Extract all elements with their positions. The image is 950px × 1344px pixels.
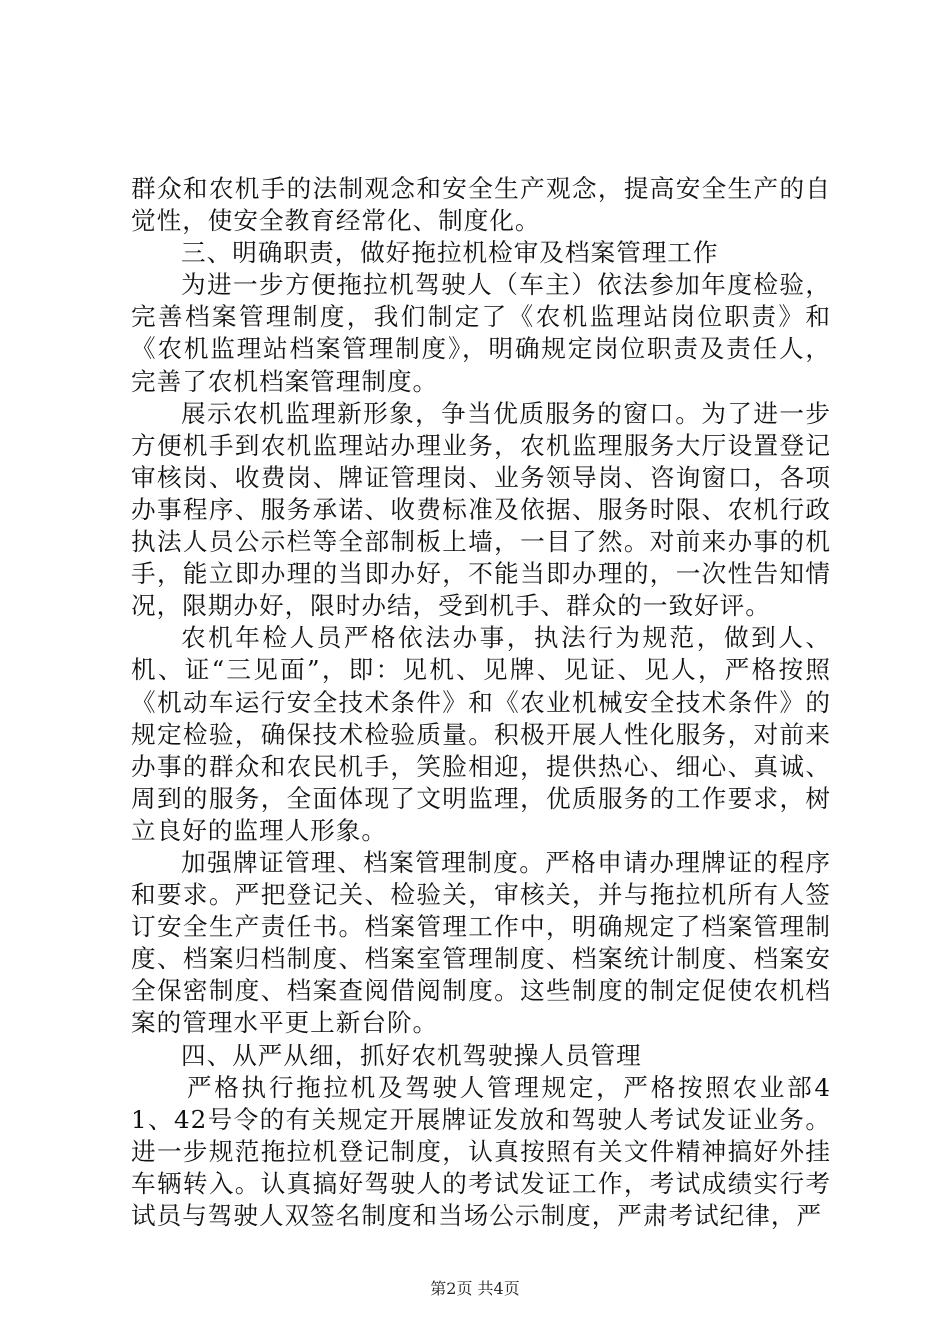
paragraph: 严格执行拖拉机及驾驶人管理规定，严格按照农业部41、42号令的有关规定开展牌证发放和驾驶人考试发证业务。进一步规范拖拉机登记制度，认真按照有关文件精神搞好外挂车辆转入。认真搞好驾驶人的考试发证工作，考试成绩实行考试员与驾驶人双签名制度和当场公示制度，严肃考试纪律，严 [131,1072,831,1230]
paragraph-continued: 群众和农机手的法制观念和安全生产观念，提高安全生产的自觉性，使安全教育经常化、制度化。 [131,174,831,236]
paragraph: 为进一步方便拖拉机驾驶人（车主）依法参加年度检验，完善档案管理制度，我们制定了《农机监理站岗位职责》和《农机监理站档案管理制度》，明确规定岗位职责及责任人，完善了农机档案管理制度。 [131,270,831,396]
page-number-footer: 第2页 共4页 [430,1279,520,1298]
paragraph: 加强牌证管理、档案管理制度。严格申请办理牌证的程序和要求。严把登记关、检验关，审核关，并与拖拉机所有人签订安全生产责任书。档案管理工作中，明确规定了档案管理制度、档案归档制度、档案室管理制度、档案统计制度、档案安全保密制度、档案查阅借阅制度。这些制度的制定促使农机档案的管理水平更上新台阶。 [131,847,831,1038]
paragraph: 农机年检人员严格依法办事，执法行为规范，做到人、机、证“三见面”，即：见机、见牌、见证、见人，严格按照《机动车运行安全技术条件》和《农业机械安全技术条件》的规定检验，确保技术检验质量。积极开展人性化服务，对前来办事的群众和农民机手，笑脸相迎，提供热心、细心、真诚、周到的服务，全面体现了文明监理，优质服务的工作要求，树立良好的监理人形象。 [131,623,831,845]
section-heading-3: 三、明确职责，做好拖拉机检审及档案管理工作 [181,238,719,268]
paragraph: 展示农机监理新形象，争当优质服务的窗口。为了进一步方便机手到农机监理站办理业务，农机监理服务大厅设置登记审核岗、收费岗、牌证管理岗、业务领导岗、咨询窗口，各项办事程序、服务承诺、收费标准及依据、服务时限、农机行政执法人员公示栏等全部制板上墙，一目了然。对前来办事的机手，能立即办理的当即办好，不能当即办理的，一次性告知情况，限期办好，限时办结，受到机手、群众的一致好评。 [131,398,831,621]
document-body [131,173,831,1232]
section-heading-4: 四、从严从细，抓好农机驾驶操人员管理 [181,1040,642,1070]
